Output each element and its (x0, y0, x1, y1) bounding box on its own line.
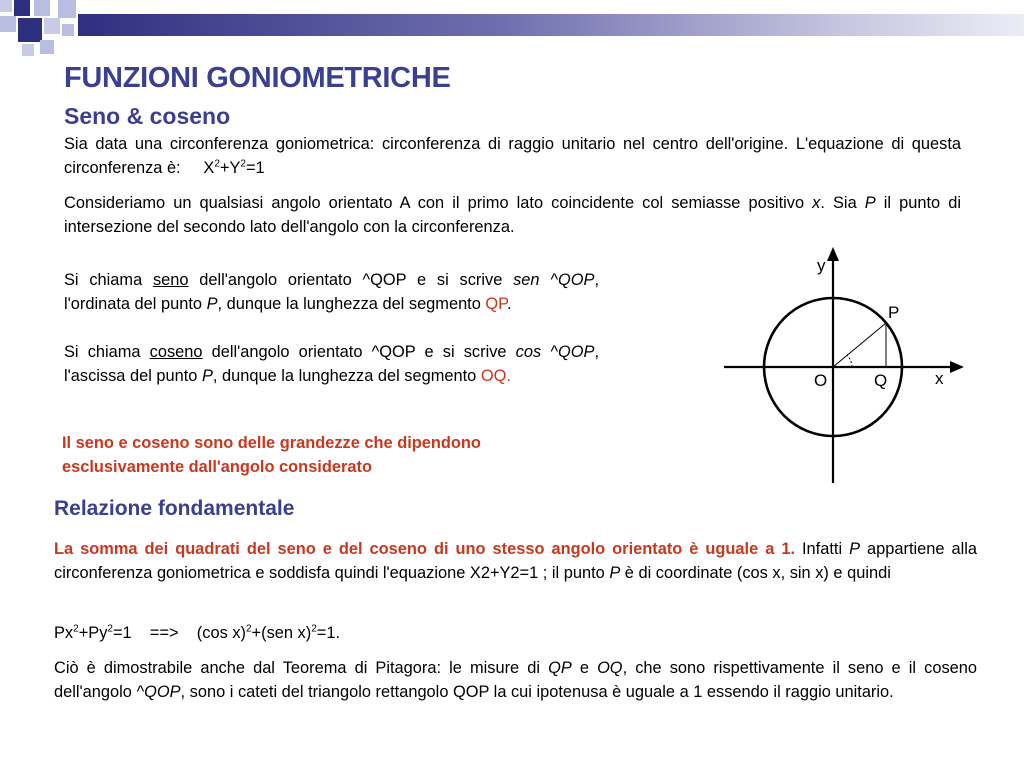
intro-paragraph-2: Consideriamo un qualsiasi angolo orientato A con il primo lato coincidente col semiasse positivo x. Sia P il punto di intersezione del secondo lato dell'angolo con la circonferenza. (64, 194, 961, 236)
x-axis-arrow (950, 361, 964, 373)
coseno-term: coseno (149, 343, 203, 361)
label-x: x (935, 369, 944, 388)
relazione-paragraph-1: La somma dei quadrati del seno e del coseno di uno stesso angolo orientato è uguale a 1. Infatti P appartiene alla circonferenza goniometrica e soddisfa quindi l'equazione X2+Y2=1 ; il punto P è di coordinate (cos x, sin x) e quindi (54, 540, 978, 582)
intro-paragraph-1 (64, 133, 961, 180)
angle-arc (847, 355, 852, 367)
section-heading-relazione: Relazione fondamentale (54, 497, 295, 520)
fundamental-relation-statement: La somma dei quadrati del seno e del coseno di uno stesso angolo orientato è uguale a 1. (54, 540, 795, 558)
relazione-paragraph-3: Ciò è dimostrabile anche dal Teorema di Pitagora: le misure di QP e OQ, che sono rispettivamente il seno e il coseno dell'angolo ^QOP, sono i cateti del triangolo rettangolo QOP la cui ipotenusa è uguale a 1 essendo il raggio unitario. (54, 659, 977, 701)
intro-text: Sia data una circonferenza goniometrica: circonferenza di raggio unitario nel centro dell'origine. L'equazione di questa circonferenza è: (64, 135, 961, 177)
label-p: P (888, 303, 900, 322)
y-axis-arrow (827, 247, 839, 261)
note-highlight: Il seno e coseno sono delle grandezze che dipendono esclusivamente dall'angolo considerato (62, 434, 481, 476)
definition-seno: Si chiama seno dell'angolo orientato ^QOP e si scrive sen ^QOP, l'ordinata del punto P, dunque la lunghezza del segmento QP. (64, 271, 599, 313)
page-title: FUNZIONI GONIOMETRICHE (64, 62, 451, 94)
unit-circle-figure (718, 243, 968, 488)
header-bar (78, 14, 1024, 36)
label-y: y (817, 256, 826, 275)
label-o: O (814, 371, 828, 390)
seno-term: seno (152, 271, 189, 289)
definition-coseno: Si chiama coseno dell'angolo orientato ^QOP e si scrive cos ^QOP, l'ascissa del punto P, dunque la lunghezza del segmento OQ. (64, 343, 599, 385)
label-q: Q (874, 371, 888, 390)
relazione-equation: $Px^2+Py^2=1$ ==> (cos x)$^2$+(sen x)$^2$=1. (54, 623, 341, 642)
page-subtitle: Seno & coseno (64, 103, 231, 129)
radius-op (833, 323, 886, 367)
circle-equation: $X^2+Y^2=1$ (203, 158, 265, 177)
